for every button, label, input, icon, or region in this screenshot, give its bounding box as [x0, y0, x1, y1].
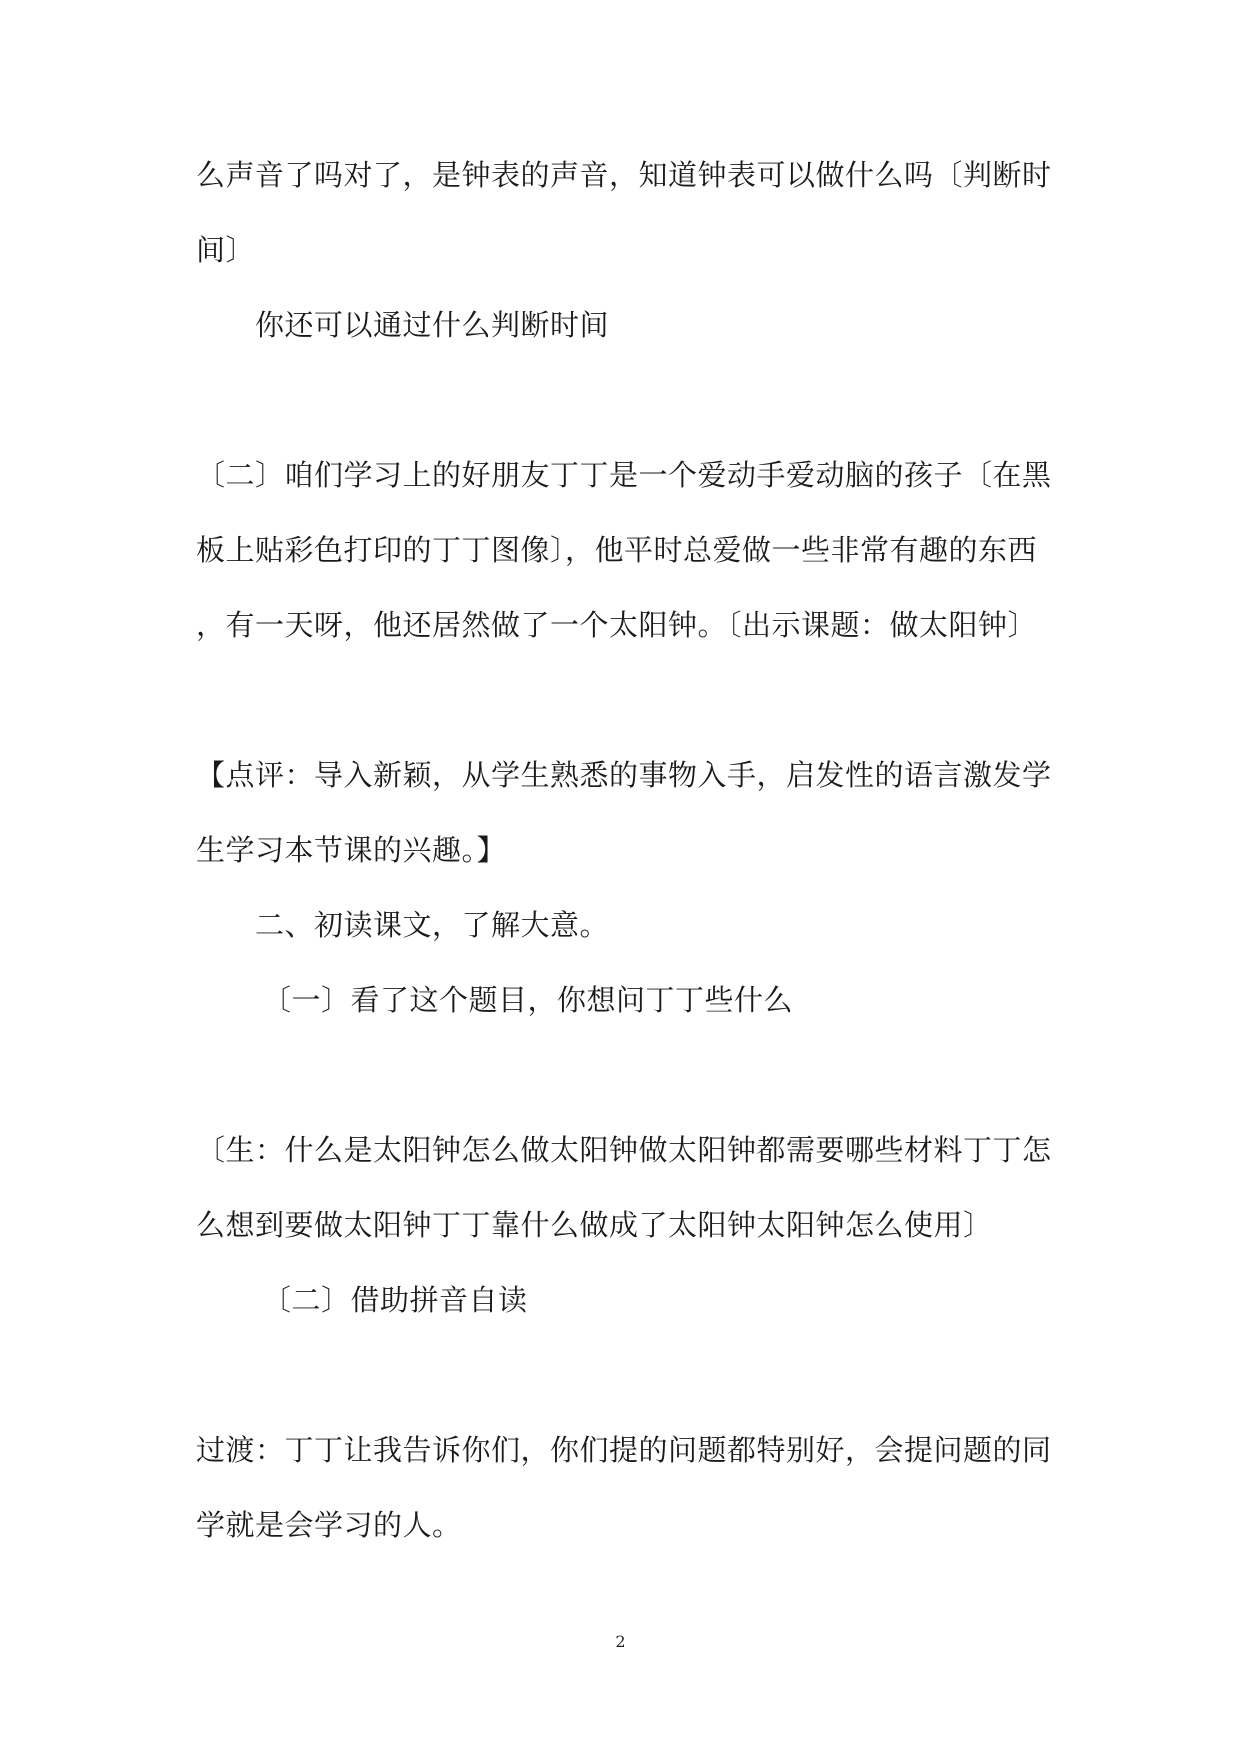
subsection-heading: 〔一〕看了这个题目，你想问丁丁些什么	[262, 983, 794, 1017]
text-line: 〔生：什么是太阳钟怎么做太阳钟做太阳钟都需要哪些材料丁丁怎	[196, 1133, 1052, 1167]
subsection-heading: 〔二〕借助拼音自读	[262, 1283, 528, 1317]
text-line: 你还可以通过什么判断时间	[255, 308, 610, 342]
comment-line: 生学习本节课的兴趣。】	[196, 833, 507, 867]
section-heading: 二、初读课文，了解大意。	[255, 908, 610, 942]
text-line: 板上贴彩色打印的丁丁图像〕，他平时总爱做一些非常有趣的东西	[196, 533, 1038, 567]
text-line: 间〕	[196, 233, 256, 267]
comment-line: 【点评：导入新颖，从学生熟悉的事物入手，启发性的语言激发学	[196, 758, 1052, 792]
text-line: 么想到要做太阳钟丁丁靠什么做成了太阳钟太阳钟怎么使用〕	[196, 1208, 993, 1242]
text-line: 〔二〕咱们学习上的好朋友丁丁是一个爱动手爱动脑的孩子〔在黑	[196, 458, 1052, 492]
text-line: ，有一天呀，他还居然做了一个太阳钟。〔出示课题：做太阳钟〕	[196, 608, 1038, 642]
page-number: 2	[615, 1632, 626, 1651]
text-line: 过渡：丁丁让我告诉你们，你们提的问题都特别好，会提问题的同	[196, 1433, 1052, 1467]
text-line: 么声音了吗对了，是钟表的声音，知道钟表可以做什么吗〔判断时	[196, 158, 1052, 192]
text-line: 学就是会学习的人。	[196, 1508, 462, 1542]
